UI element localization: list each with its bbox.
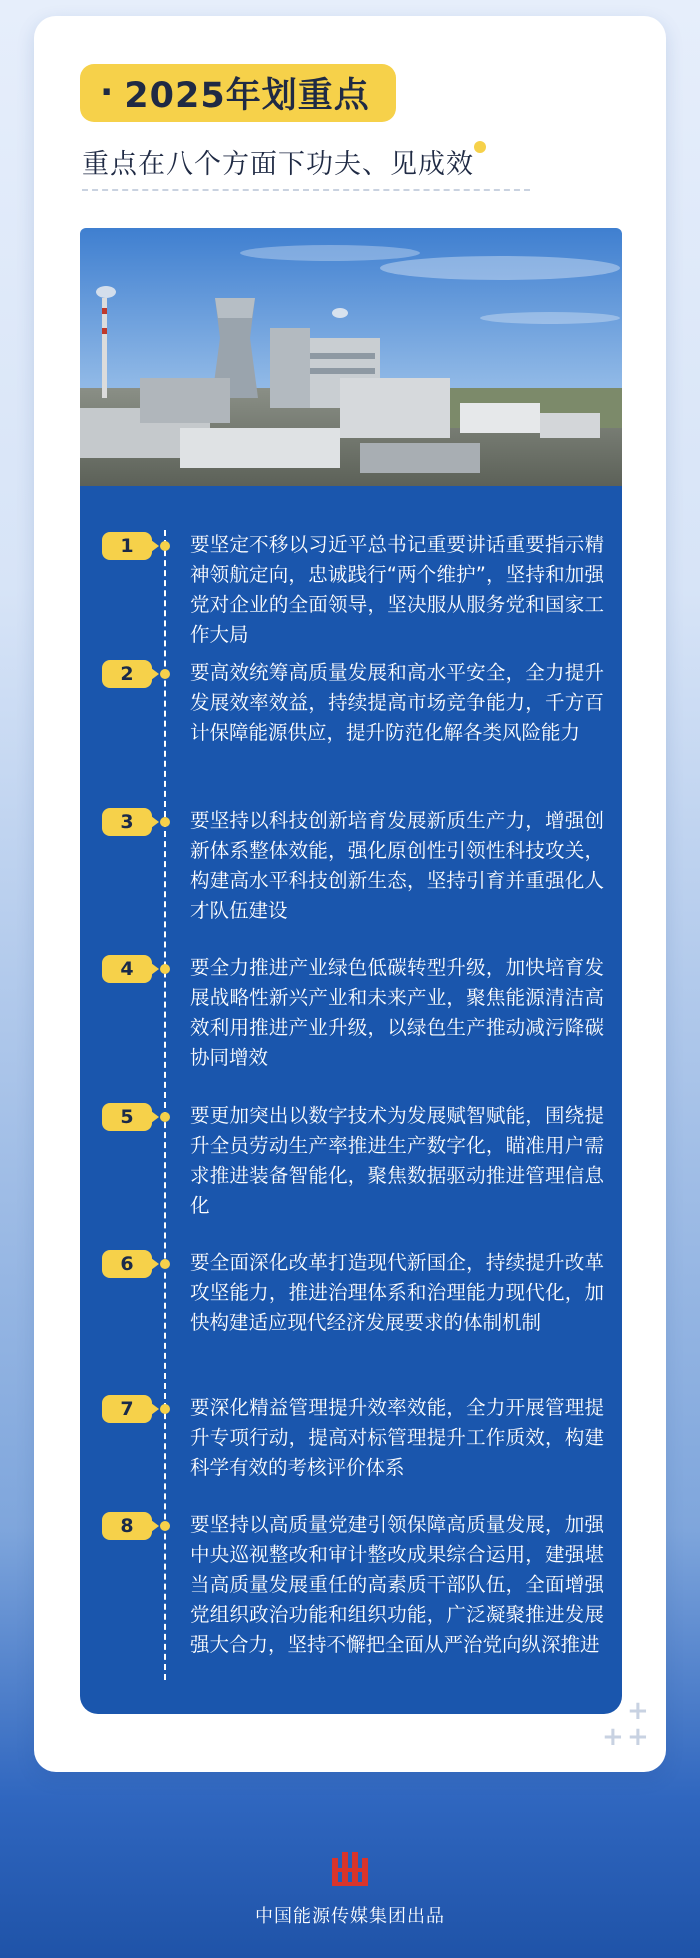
plus-decoration-icon: + [627,1722,649,1752]
item-text: 要坚定不移以习近平总书记重要讲话重要指示精神领航定向，忠诚践行“两个维护”，坚持和加强党对企业的全面领导，坚决服从服务党和国家工作大局 [190,533,604,646]
timeline-node [160,817,170,827]
plus-decoration-icon: + [602,1722,624,1752]
item-text: 要高效统筹高质量发展和高水平安全，全力提升发展效率效益，持续提高市场竞争能力，千方百计保障能源供应，提升防范化解各类风险能力 [190,661,604,744]
section-subtitle: 重点在八个方面下功夫、见成效 [82,149,474,180]
item-text: 要坚持以高质量党建引领保障高质量发展，加强中央巡视整改和审计整改成果综合运用，建强堪当高质量发展重任的高素质干部队伍，全面增强党组织政治功能和组织功能，广泛凝聚推进发展强大合力，坚持不懈把全面从严治党向纵深推进 [190,1513,604,1656]
item-number-badge: 7 [102,1395,152,1423]
item-text: 要全面深化改革打造现代新国企，持续提升改革攻坚能力，推进治理体系和治理能力现代化，加快构建适应现代经济发展要求的体制机制 [190,1251,604,1334]
item-number-badge: 3 [102,808,152,836]
timeline-line [164,530,166,1680]
footer-credit: 中国能源传媒集团出品 [255,1906,445,1927]
timeline-node [160,1112,170,1122]
timeline-node [160,1521,170,1531]
timeline-node [160,1404,170,1414]
section-title: 2025年划重点 [124,76,370,116]
item-number-badge: 4 [102,955,152,983]
title-bullet: · [100,73,115,113]
plus-decoration-icon: + [627,1696,649,1726]
item-text: 要更加突出以数字技术为发展赋智赋能，围绕提升全员劳动生产率推进生产数字化，瞄准用户需求推进装备智能化，聚焦数据驱动推进管理信息化 [190,1104,604,1217]
item-number-badge: 2 [102,660,152,688]
item-text: 要全力推进产业绿色低碳转型升级，加快培育发展战略性新兴产业和未来产业，聚焦能源清洁高效利用推进产业升级，以绿色生产推动减污降碳协同增效 [190,956,604,1069]
subtitle-accent-dot [474,141,486,153]
timeline-node [160,1259,170,1269]
item-text: 要深化精益管理提升效率效能，全力开展管理提升专项行动，提高对标管理提升工作质效，构建科学有效的考核评价体系 [190,1396,604,1479]
timeline-node [160,964,170,974]
item-number-badge: 8 [102,1512,152,1540]
key-points-panel [80,486,622,1714]
media-group-logo-icon [328,1848,372,1892]
power-plant-illustration [80,228,622,486]
item-text: 要坚持以科技创新培育发展新质生产力，增强创新体系整体效能，强化原创性引领性科技攻关，构建高水平科技创新生态，坚持引育并重强化人才队伍建设 [190,809,604,922]
timeline-node [160,541,170,551]
item-number-badge: 1 [102,532,152,560]
timeline-node [160,669,170,679]
item-number-badge: 5 [102,1103,152,1131]
dashed-divider [82,189,530,191]
section-title-pill [80,64,396,122]
item-number-badge: 6 [102,1250,152,1278]
power-plant-photo [80,228,622,486]
